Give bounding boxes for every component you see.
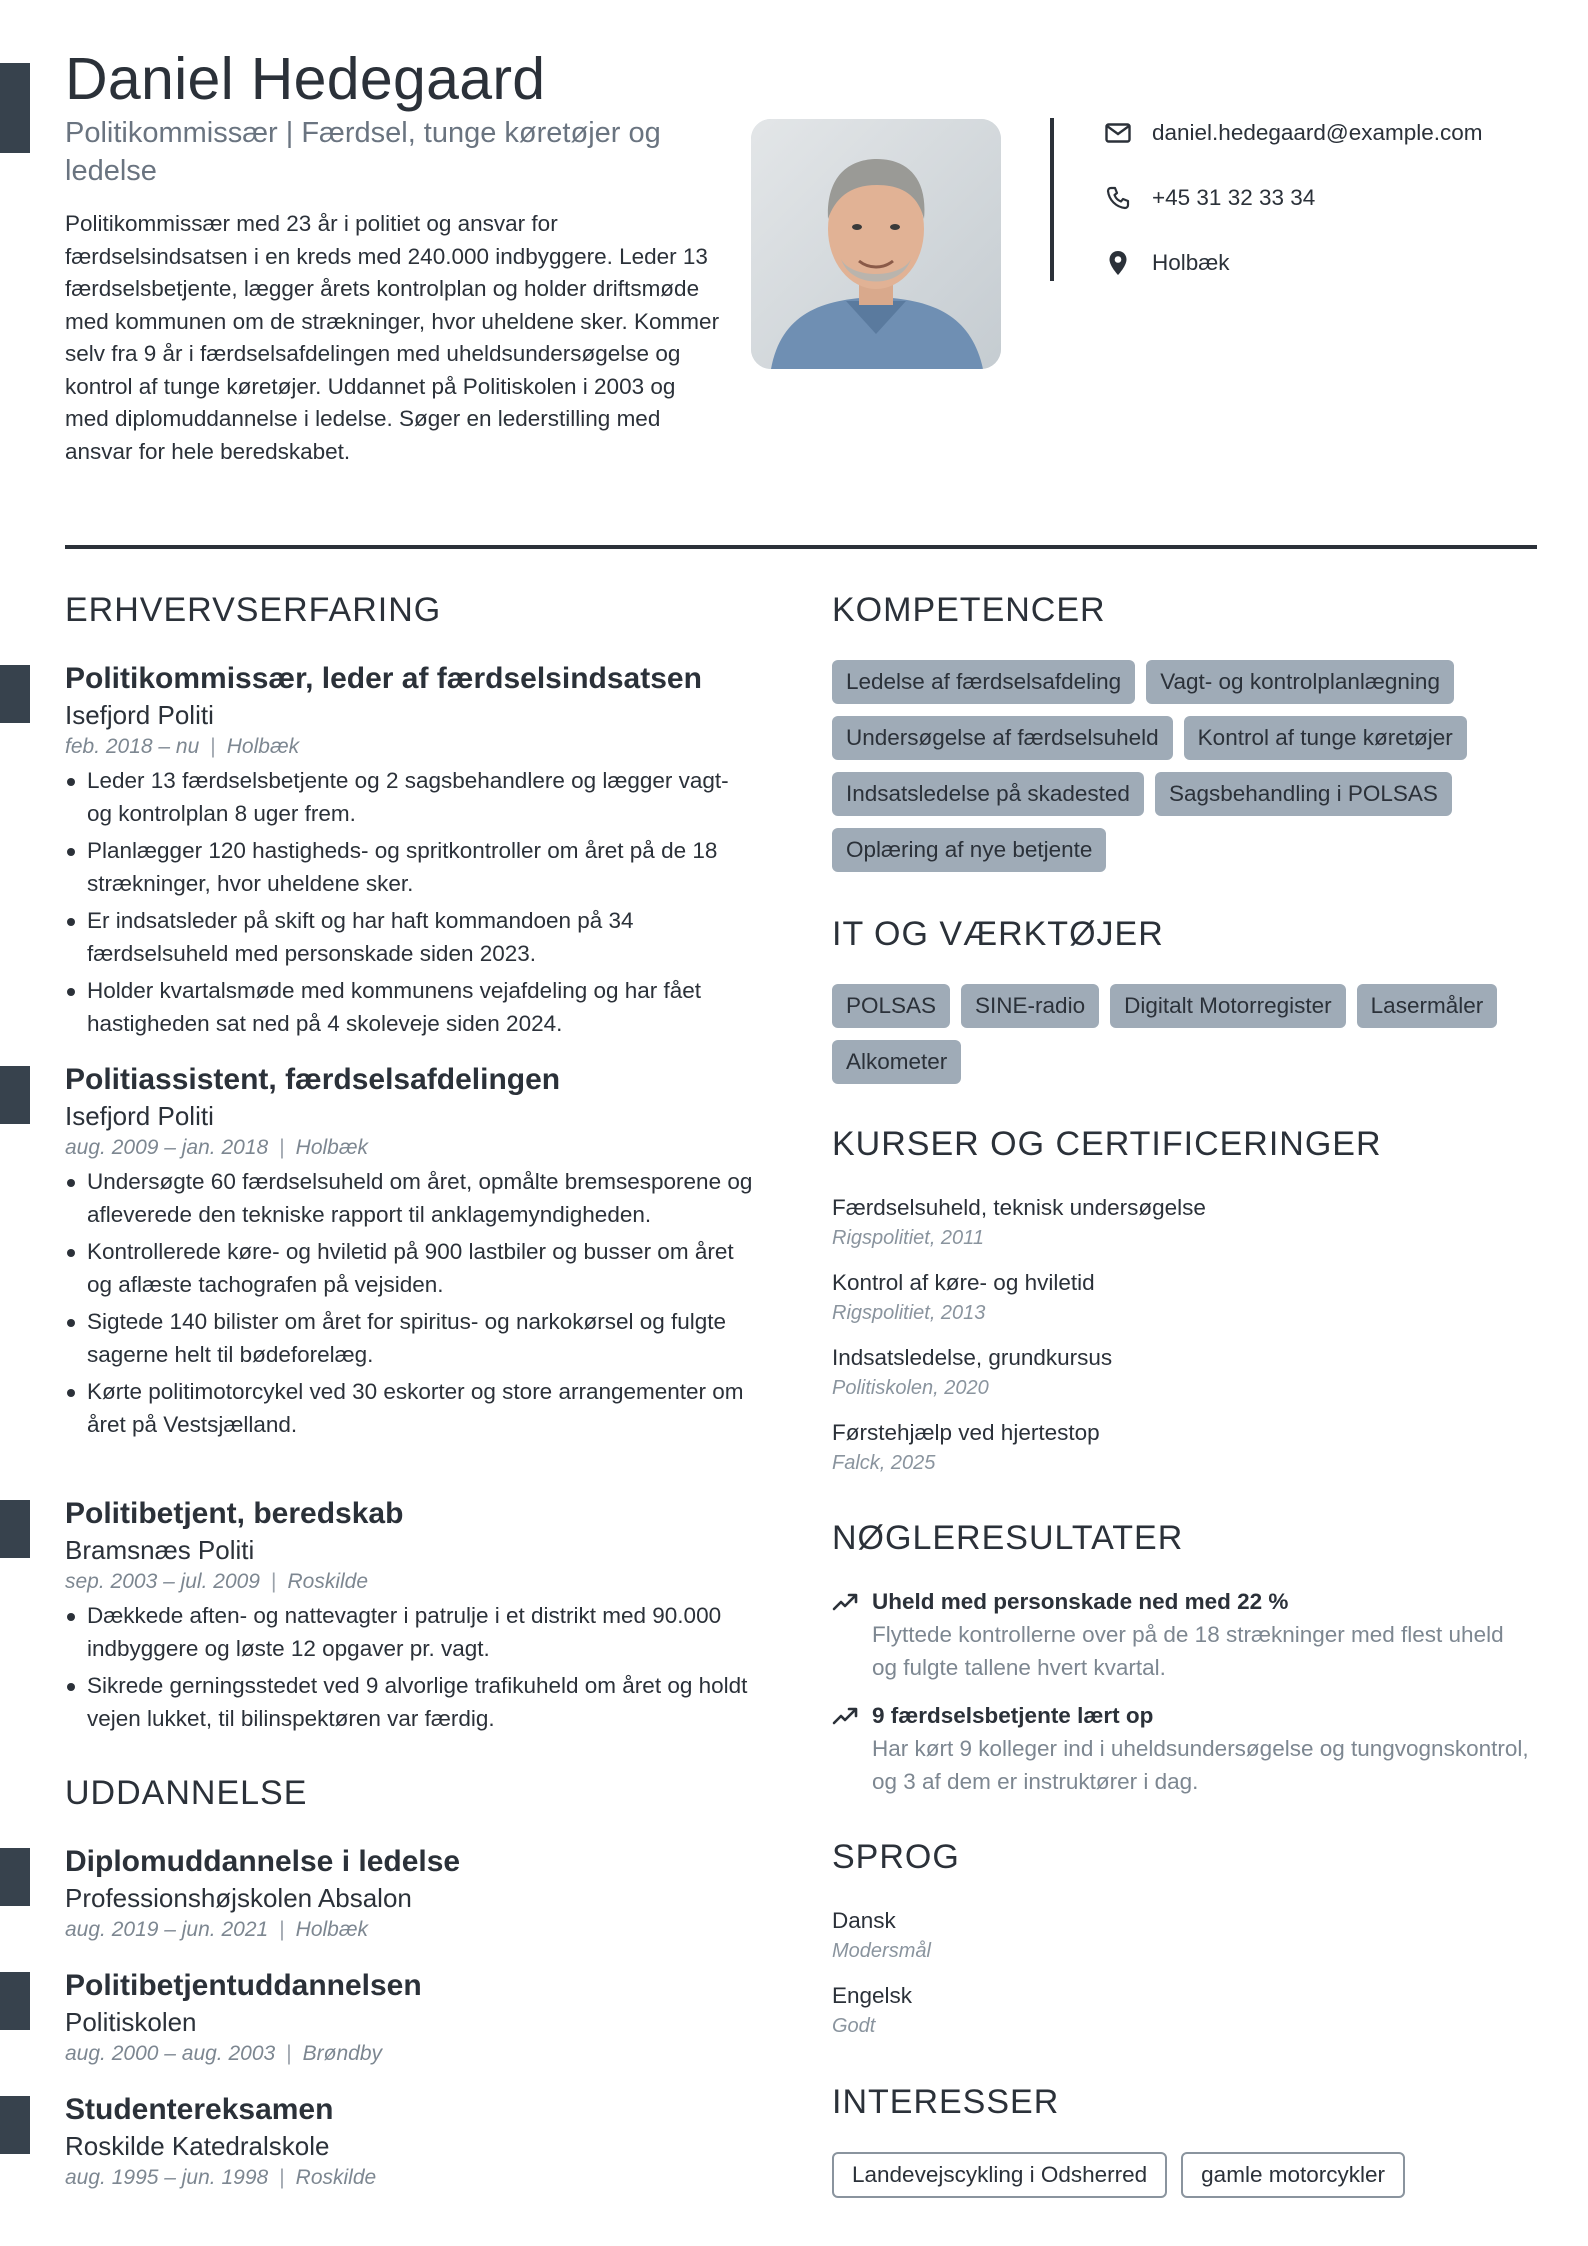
- education-accent-bar: [0, 1972, 30, 2030]
- skill-tag: Oplæring af nye betjente: [832, 828, 1106, 872]
- skill-tag: Sagsbehandling i POLSAS: [1155, 772, 1452, 816]
- job-entry: [65, 1061, 755, 1445]
- job-accent-bar: [0, 1500, 30, 1558]
- job-title: Politibetjent, beredskab: [65, 1497, 404, 1530]
- job-meta: aug. 2009 – jan. 2018 | Holbæk: [65, 1136, 369, 1159]
- job-organization: Bramsnæs Politi: [65, 1535, 255, 1565]
- course-title: Færdselsuheld, teknisk undersøgelse: [832, 1195, 1206, 1220]
- skills-tags: [832, 660, 1512, 872]
- language-level: Godt: [832, 2015, 876, 2037]
- education-meta: aug. 2000 – aug. 2003 | Brøndby: [65, 2042, 383, 2065]
- course-title: Førstehjælp ved hjertestop: [832, 1420, 1100, 1445]
- interest-tag: Landevejscykling i Odsherred: [832, 2152, 1167, 2198]
- course-item: [832, 1192, 1532, 1252]
- job-bullet: Sikrede gerningsstedet ved 9 alvorlige trafikuheld om året og holdt vejen lukket, til bilinspektøren var færdig.: [65, 1669, 755, 1735]
- header-accent-bar: [0, 63, 30, 153]
- phone-text: +45 31 32 33 34: [1152, 185, 1316, 210]
- contact-email[interactable]: [1104, 117, 1483, 149]
- job-place: Holbæk: [226, 735, 300, 758]
- trending-up-icon: [832, 1704, 858, 1736]
- job-bullet: Planlægger 120 hastigheds- og spritkontroller om året på de 18 strækninger, hvor uheldene sker.: [65, 834, 755, 900]
- course-title: Indsatsledelse, grundkursus: [832, 1345, 1113, 1370]
- email-text: daniel.hedegaard@example.com: [1152, 120, 1483, 145]
- skill-tag: Ledelse af færdselsafdeling: [832, 660, 1135, 704]
- course-title: Kontrol af køre- og hviletid: [832, 1270, 1095, 1295]
- education-entry: [65, 2091, 755, 2193]
- result-item: [832, 1700, 1532, 1798]
- result-description: Har kørt 9 kolleger ind i uheldsundersøgelse og tungvognskontrol, og 3 af dem er instruktører i dag.: [872, 1736, 1529, 1794]
- interests-tags: [832, 2152, 1532, 2198]
- language-level: Modersmål: [832, 1940, 931, 1962]
- language-name: Dansk: [832, 1908, 896, 1933]
- education-institution: Roskilde Katedralskole: [65, 2131, 330, 2161]
- education-title: Studentereksamen: [65, 2093, 334, 2126]
- job-bullet: Kontrollerede køre- og hviletid på 900 lastbiler og busser om året og aflæste tachografen på vejsiden.: [65, 1235, 755, 1301]
- job-dates: sep. 2003 – jul. 2009: [65, 1570, 260, 1593]
- result-description: Flyttede kontrollerne over på de 18 strækninger med flest uheld og fulgte tallene hvert kvartal.: [872, 1622, 1504, 1680]
- courses-heading: KURSER OG CERTIFICERINGER: [832, 1125, 1382, 1163]
- job-title: Politikommissær, leder af færdselsindsatsen: [65, 662, 702, 695]
- job-bullet: Kørte politimotorcykel ved 30 eskorter og store arrangementer om året på Vestsjælland.: [65, 1375, 755, 1441]
- job-bullet: Holder kvartalsmøde med kommunens vejafdeling og har fået hastigheden sat ned på 4 skoleveje siden 2024.: [65, 974, 755, 1040]
- header-divider: [65, 545, 1537, 549]
- job-meta: sep. 2003 – jul. 2009 | Roskilde: [65, 1570, 369, 1593]
- tool-tag: Lasermåler: [1357, 984, 1498, 1028]
- job-organization: Isefjord Politi: [65, 700, 214, 730]
- interests-heading: INTERESSER: [832, 2083, 1060, 2121]
- course-source: Rigspolitiet, 2011: [832, 1227, 984, 1249]
- result-title: Uheld med personskade ned med 22 %: [872, 1589, 1289, 1614]
- education-title: Diplomuddannelse i ledelse: [65, 1845, 461, 1878]
- job-bullets: [65, 1599, 755, 1735]
- interest-tag: gamle motorcykler: [1181, 2152, 1405, 2198]
- education-dates: aug. 2000 – aug. 2003: [65, 2042, 276, 2065]
- education-place: Holbæk: [295, 1918, 369, 1941]
- candidate-name: Daniel Hedegaard: [65, 46, 546, 112]
- profile-summary: Politikommissær med 23 år i politiet og ansvar for færdselsindsatsen i en kreds med 240.000 indbyggere. Leder 13 færdselsbetjente, lægger årets kontrolplan og holder driftsmøde med kommunen om de strækninger, hvor uheldene sker. Kommer selv fra 9 år i færdselsafdelingen med uheldsundersøgelse og kontrol af tunge køretøjer. Uddannet på Politiskolen i 2003 og med diplomuddannelse i ledelse. Søger en lederstilling med ansvar for hele beredskabet.: [65, 211, 720, 464]
- job-bullet: Er indsatsleder på skift og har haft kommandoen på 34 færdselsuheld med personskade siden 2023.: [65, 904, 755, 970]
- contact-location: [1104, 247, 1230, 279]
- education-heading: UDDANNELSE: [65, 1774, 308, 1812]
- job-place: Roskilde: [287, 1570, 369, 1593]
- job-meta: feb. 2018 – nu | Holbæk: [65, 735, 300, 758]
- education-entry: [65, 1967, 755, 2069]
- course-source: Rigspolitiet, 2013: [832, 1302, 986, 1324]
- languages-heading: SPROG: [832, 1838, 960, 1876]
- tool-tag: Alkometer: [832, 1040, 961, 1084]
- course-item: [832, 1417, 1532, 1477]
- tools-tags: [832, 984, 1532, 1084]
- job-bullet: Undersøgte 60 færdselsuheld om året, opmålte bremsesporene og afleverede den tekniske rapport til anklagemyndigheden.: [65, 1165, 755, 1231]
- education-dates: aug. 2019 – jun. 2021: [65, 1918, 269, 1941]
- result-item: [832, 1586, 1532, 1684]
- tool-tag: POLSAS: [832, 984, 950, 1028]
- job-entry: [65, 660, 755, 1044]
- education-institution: Professionshøjskolen Absalon: [65, 1883, 412, 1913]
- tool-tag: Digitalt Motorregister: [1110, 984, 1346, 1028]
- course-item: [832, 1342, 1532, 1402]
- education-meta: aug. 2019 – jun. 2021 | Holbæk: [65, 1918, 369, 1941]
- skill-tag: Kontrol af tunge køretøjer: [1184, 716, 1467, 760]
- education-dates: aug. 1995 – jun. 1998: [65, 2166, 269, 2189]
- job-accent-bar: [0, 1066, 30, 1124]
- education-accent-bar: [0, 2096, 30, 2154]
- job-bullet: Dækkede aften- og nattevagter i patrulje i et distrikt med 90.000 indbyggere og løste 12 opgaver pr. vagt.: [65, 1599, 755, 1665]
- job-bullets: [65, 764, 755, 1040]
- education-title: Politibetjentuddannelsen: [65, 1969, 422, 2002]
- education-place: Brøndby: [302, 2042, 383, 2065]
- location-pin-icon: [1104, 249, 1132, 277]
- job-organization: Isefjord Politi: [65, 1101, 214, 1131]
- result-title: 9 færdselsbetjente lært op: [872, 1703, 1154, 1728]
- tools-heading: IT OG VÆRKTØJER: [832, 915, 1164, 953]
- education-meta: aug. 1995 – jun. 1998 | Roskilde: [65, 2166, 377, 2189]
- course-source: Politiskolen, 2020: [832, 1377, 989, 1399]
- profile-photo: [751, 119, 1001, 369]
- education-place: Roskilde: [295, 2166, 377, 2189]
- language-name: Engelsk: [832, 1983, 913, 2008]
- location-text: Holbæk: [1152, 250, 1230, 275]
- course-source: Falck, 2025: [832, 1452, 936, 1474]
- language-item: [832, 1905, 1532, 1965]
- job-dates: aug. 2009 – jan. 2018: [65, 1136, 269, 1159]
- skill-tag: Undersøgelse af færdselsuheld: [832, 716, 1173, 760]
- course-item: [832, 1267, 1532, 1327]
- job-title: Politiassistent, færdselsafdelingen: [65, 1063, 561, 1096]
- language-item: [832, 1980, 1532, 2040]
- job-bullet: Sigtede 140 bilister om året for spiritus- og narkokørsel og fulgte sagerne helt til bødeforelæg.: [65, 1305, 755, 1371]
- skill-tag: Vagt- og kontrolplanlægning: [1146, 660, 1454, 704]
- job-bullets: [65, 1165, 755, 1441]
- job-place: Holbæk: [295, 1136, 369, 1159]
- trending-up-icon: [832, 1590, 858, 1622]
- mail-icon: [1104, 119, 1132, 147]
- job-bullet: Leder 13 færdselsbetjente og 2 sagsbehandlere og lægger vagt- og kontrolplan 8 uger frem.: [65, 764, 755, 830]
- skill-tag: Indsatsledelse på skadested: [832, 772, 1144, 816]
- job-accent-bar: [0, 665, 30, 723]
- job-entry: [65, 1495, 755, 1739]
- phone-icon: [1104, 184, 1132, 212]
- skills-heading: KOMPETENCER: [832, 591, 1106, 629]
- experience-heading: ERHVERVSERFARING: [65, 591, 442, 629]
- job-dates: feb. 2018 – nu: [65, 735, 200, 758]
- education-entry: [65, 1843, 755, 1945]
- candidate-subtitle: Politikommissær | Færdsel, tunge køretøjer og ledelse: [65, 117, 661, 187]
- contact-phone[interactable]: [1104, 182, 1315, 214]
- contact-divider: [1050, 118, 1054, 281]
- education-accent-bar: [0, 1848, 30, 1906]
- education-institution: Politiskolen: [65, 2007, 197, 2037]
- tool-tag: SINE-radio: [961, 984, 1099, 1028]
- results-heading: NØGLERESULTATER: [832, 1519, 1184, 1557]
